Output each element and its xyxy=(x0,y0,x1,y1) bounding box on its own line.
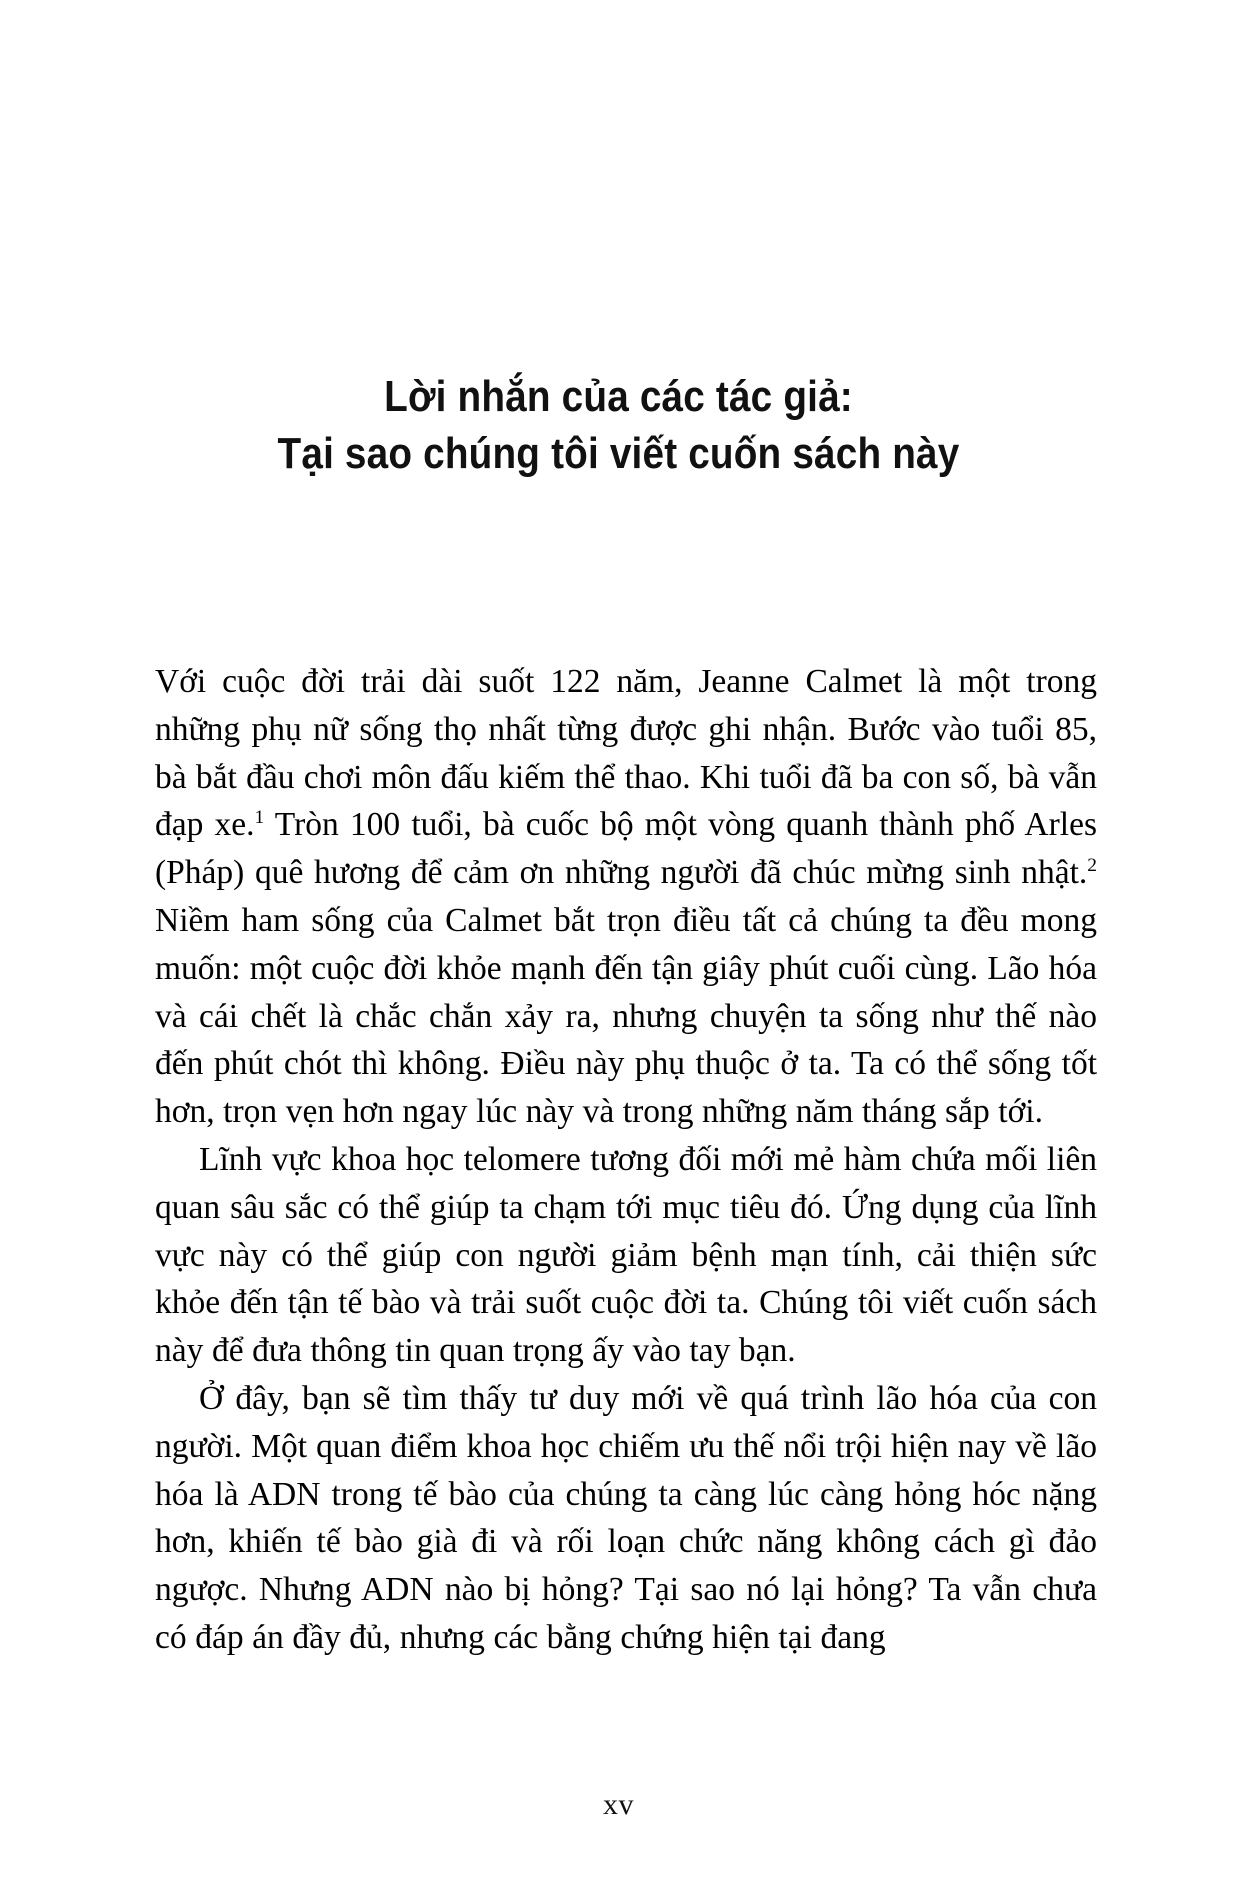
chapter-title-line-1: Lời nhắn của các tác giả: xyxy=(384,372,853,421)
chapter-title-line-2: Tại sao chúng tôi viết cuốn sách này xyxy=(277,429,960,478)
chapter-title xyxy=(0,368,1237,482)
paragraph: Ở đây, bạn sẽ tìm thấy tư duy mới về quá trình lão hóa của con người. Một quan điểm khoa học chiếm ưu thế nổi trội hiện nay về lão hóa là ADN trong tế bào của chúng ta càng lúc càng hỏng hóc nặng hơn, khiến tế bào già đi và rối loạn chức năng không cách gì đảo ngược. Nhưng ADN nào bị hỏng? Tại sao nó lại hỏng? Ta vẫn chưa có đáp án đầy đủ, nhưng các bằng chứng hiện tại đang xyxy=(155,1379,1097,1656)
paragraph: Với cuộc đời trải dài suốt 122 năm, Jeanne Calmet là một trong những phụ nữ sống thọ nhất từng được ghi nhận. Bước vào tuổi 85, bà bắt đầu chơi môn đấu kiếm thể thao. Khi tuổi đã ba con số, bà vẫn đạp xe.$^1$ Tròn 100 tuổi, bà cuốc bộ một vòng quanh thành phố Arles (Pháp) quê hương để cảm ơn những người đã chúc mừng sinh nhật.$^2$ Niềm ham sống của Calmet bắt trọn điều tất cả chúng ta đều mong muốn: một cuộc đời khỏe mạnh đến tận giây phút cuối cùng. Lão hóa và cái chết là chắc chắn xảy ra, nhưng chuyện ta sống như thế nào đến phút chót thì không. Điều này phụ thuộc ở ta. Ta có thể sống tốt hơn, trọn vẹn hơn ngay lúc này và trong những năm tháng sắp tới. xyxy=(155,663,1097,1131)
footnote-marker: 1 xyxy=(254,807,265,829)
page-number: xv xyxy=(603,1788,634,1821)
footnote-marker: 2 xyxy=(1087,855,1097,877)
paragraph: Lĩnh vực khoa học telomere tương đối mới mẻ hàm chứa mối liên quan sâu sắc có thể giúp ta chạm tới mục tiêu đó. Ứng dụng của lĩnh vực này có thể giúp con người giảm bệnh mạn tính, cải thiện sức khỏe đến tận tế bào và trải suốt cuộc đời ta. Chúng tôi viết cuốn sách này để đưa thông tin quan trọng ấy vào tay bạn. xyxy=(155,1140,1097,1370)
body-text xyxy=(155,658,1097,1662)
